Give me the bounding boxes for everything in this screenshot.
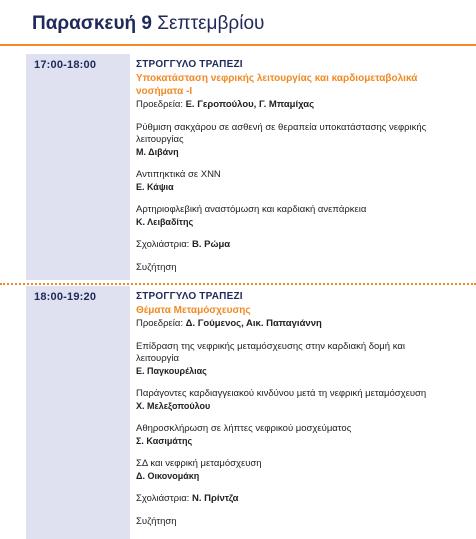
talk-title: Επίδραση της νεφρικής μεταμόσχευσης στην καρδιακή δομή και λειτουργία — [136, 341, 405, 364]
talk-title: Αρτηριοφλεβική αναστόμωση και καρδιακή ανεπάρκεια — [136, 204, 367, 215]
session-divider — [0, 283, 476, 285]
chairs-names: Δ. Γούμενος, Αικ. Παπαγιάννη — [185, 318, 322, 329]
commentator-label: Σχολιάστρια: — [136, 493, 190, 504]
commentator — [136, 493, 446, 505]
day-title-bold: Παρασκευή 9 — [32, 13, 152, 34]
commentator-name: Β. Ρώμα — [191, 239, 231, 250]
talk — [136, 458, 446, 482]
session-chairs — [136, 317, 446, 330]
talk — [136, 423, 446, 447]
session-type: ΣΤΡΟΓΓΥΛΟ ΤΡΑΠΕΖΙ — [136, 59, 243, 70]
talk-speaker: Ε. Κάψια — [136, 182, 174, 192]
talk — [136, 204, 446, 228]
chairs-label: Προεδρεία: — [136, 318, 183, 329]
session-chairs — [136, 98, 446, 111]
talk-speaker: Σ. Κασιμάτης — [136, 436, 193, 446]
session-time: 17:00-18:00 — [34, 59, 97, 71]
commentator-label: Σχολιάστρια: — [136, 239, 190, 250]
time-column — [26, 54, 130, 280]
talk-speaker: Μ. Διβάνη — [136, 147, 179, 157]
talk-title: Αθηροσκλήρωση σε λήπτες νεφρικού μοσχεύματος — [136, 423, 352, 434]
talk-speaker: Κ. Λειβαδίτης — [136, 217, 194, 227]
commentator — [136, 239, 446, 251]
talk-title: Παράγοντες καρδιαγγειακού κινδύνου μετά τη νεφρική μεταμόσχευση — [136, 388, 427, 399]
time-column — [26, 286, 130, 539]
chairs-label: Προεδρεία: — [136, 99, 183, 110]
talk-title: Αντιπηκτικά σε ΧΝΝ — [136, 169, 221, 180]
commentator-name: Ν. Πρίντζα — [191, 493, 239, 504]
talk — [136, 341, 446, 377]
session-title: Υποκατάσταση νεφρικής λειτουργίας και καρδιομεταβολικά νοσήματα -Ι — [136, 73, 418, 97]
talk-speaker: Δ. Οικονομάκη — [136, 471, 200, 481]
chairs-names: Ε. Γεροπούλου, Γ. Μπαμίχας — [185, 99, 315, 110]
discussion: Συζήτηση — [136, 516, 177, 527]
talk-speaker: Χ. Μελεξοπούλου — [136, 401, 211, 411]
session-content — [136, 59, 446, 274]
talk — [136, 388, 446, 412]
page-title — [32, 12, 264, 36]
day-title-month: Σεπτεμβρίου — [157, 13, 265, 34]
day-header — [0, 0, 476, 46]
session-2 — [0, 286, 476, 539]
session-time: 18:00-19:20 — [34, 291, 97, 303]
session-content — [136, 291, 446, 528]
talk — [136, 169, 446, 193]
talk-speaker: Ε. Παγκουρέλιας — [136, 366, 207, 376]
session-1 — [0, 54, 476, 280]
session-type: ΣΤΡΟΓΓΥΛΟ ΤΡΑΠΕΖΙ — [136, 291, 243, 302]
discussion: Συζήτηση — [136, 262, 177, 273]
talk — [136, 122, 446, 158]
session-title: Θέματα Μεταμόσχευσης — [136, 305, 251, 316]
talk-title: ΣΔ και νεφρική μεταμόσχευση — [136, 458, 262, 469]
talk-title: Ρύθμιση σακχάρου σε ασθενή σε θεραπεία υποκατάστασης νεφρικής λειτουργίας — [136, 122, 427, 145]
